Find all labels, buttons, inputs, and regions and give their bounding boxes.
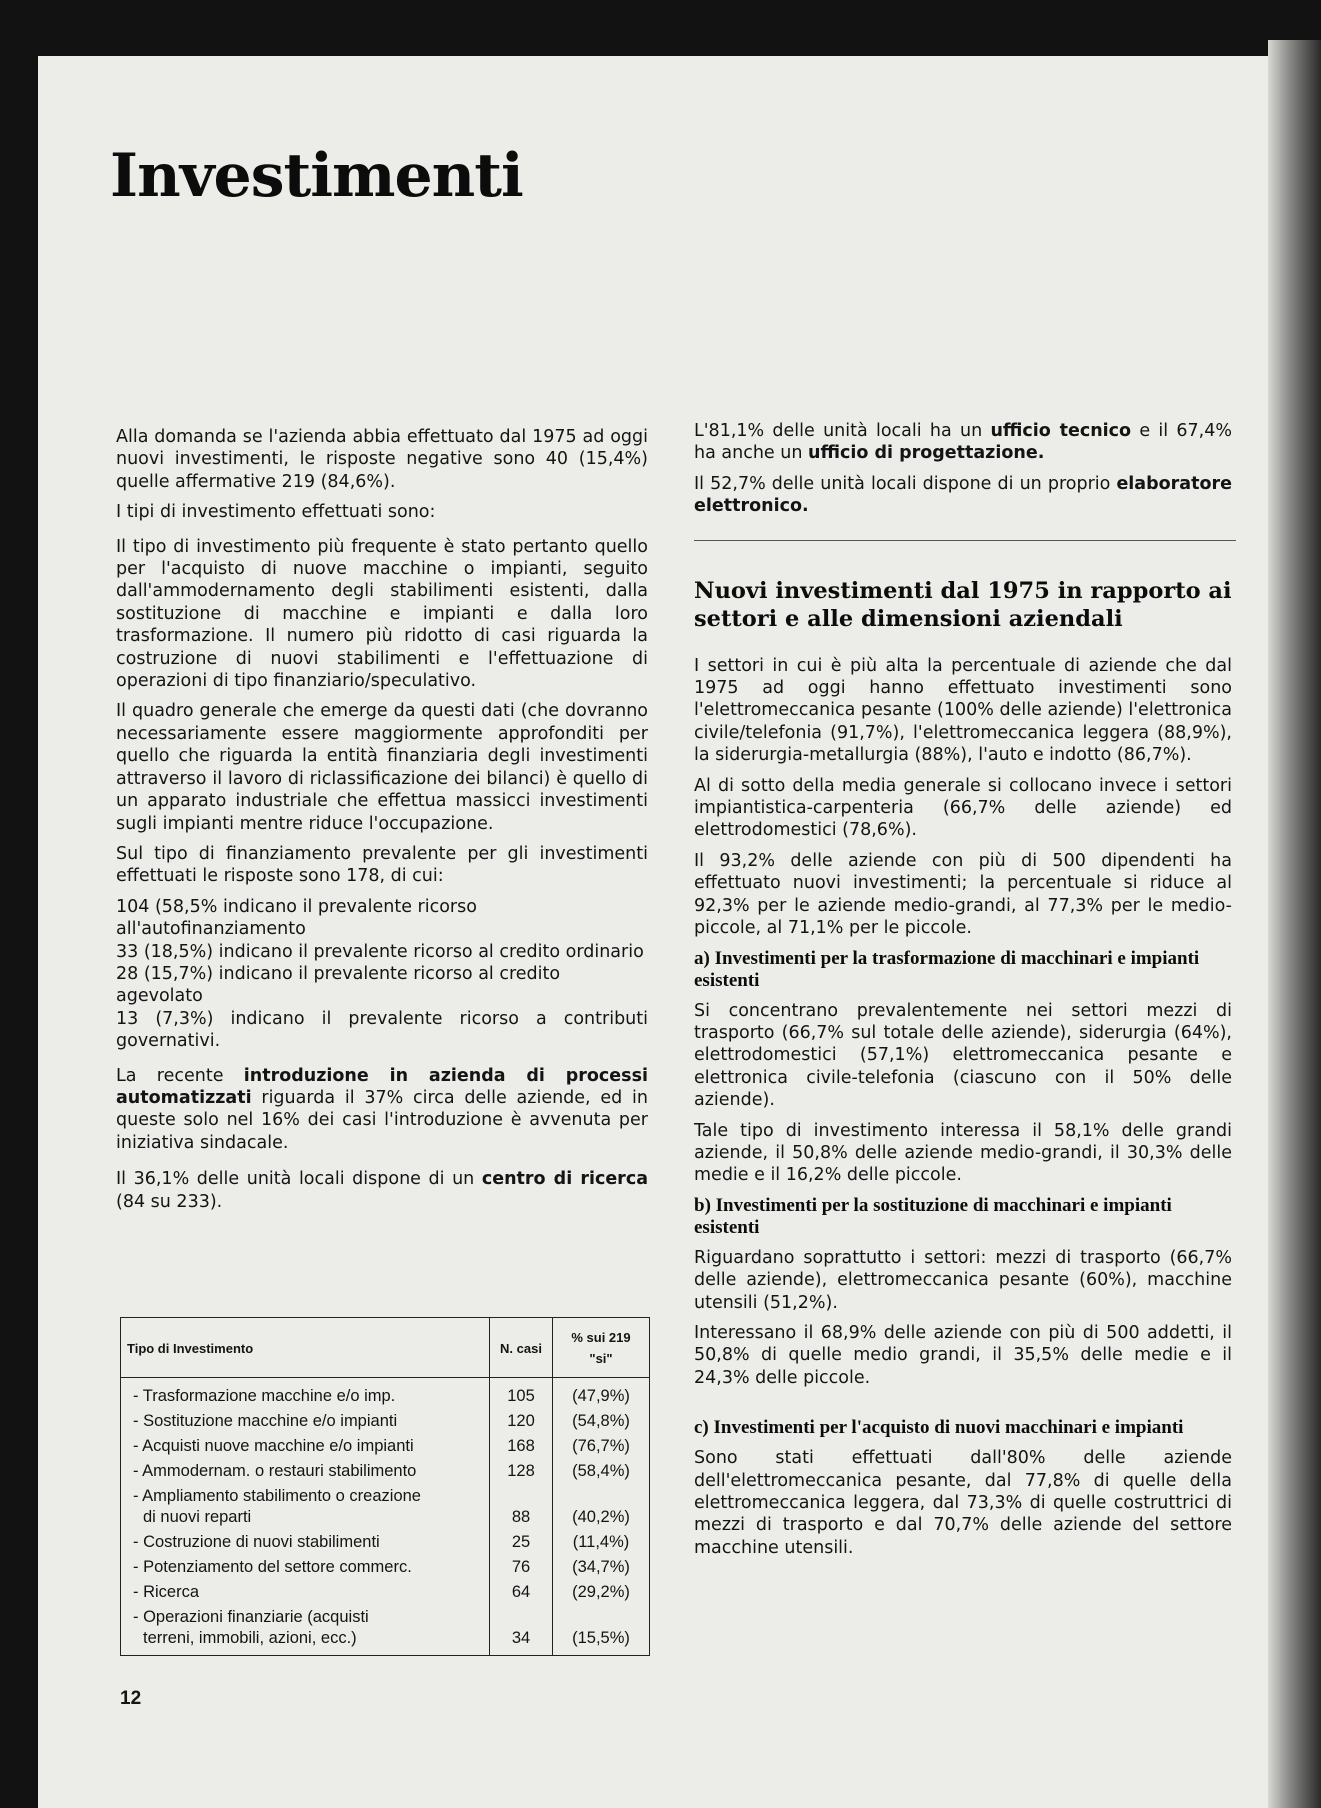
row-label: - Operazioni finanziarie (acquisti terreni, immobili, azioni, ecc.) [121, 1605, 490, 1656]
row-label: - Sostituzione macchine e/o impianti [121, 1409, 490, 1434]
table-row [121, 1530, 650, 1555]
row-cases: 105 [490, 1378, 553, 1410]
row-percent: (15,5%) [553, 1605, 650, 1656]
row-label: - Potenziamento del settore commerc. [121, 1555, 490, 1580]
right-column [694, 420, 1232, 1567]
paragraph-below-average: Al di sotto della media generale si collocano invece i settori impiantistica-carpenteria (66,7% delle aziende) ed elettrodomestici (78,6%). [694, 775, 1232, 841]
row-label: - Ampliamento stabilimento o creazione di nuovi reparti [121, 1484, 490, 1530]
table-row [121, 1484, 650, 1530]
left-column [116, 426, 648, 1221]
row-percent: (29,2%) [553, 1580, 650, 1605]
row-cases: 34 [490, 1605, 553, 1656]
paragraph-a1: Si concentrano prevalentemente nei settori mezzi di trasporto (66,7% sul totale delle aziende), siderurgia (64%), elettrodomestici (57,1%) elettromeccanica pesante e elettronica civile-telefonia (ciascuno con il 50% delle aziende). [694, 1000, 1232, 1111]
row-cases: 120 [490, 1409, 553, 1434]
row-percent: (54,8%) [553, 1409, 650, 1434]
paragraph-c1: Sono stati effettuati dall'80% delle aziende dell'elettromeccanica pesante, dal 77,8% di quelle della elettromeccanica leggera, dal 73,3% di quelle costruttrici di mezzi di trasporto e dal 70,7% delle aziende del settore macchine utensili. [694, 1448, 1232, 1558]
row-percent: (34,7%) [553, 1555, 650, 1580]
paragraph-automation: La recente introduzione in azienda di processi automatizzati riguarda il 37% circa delle aziende, ed in queste solo nel 16% dei casi l'introduzione è avvenuta per iniziativa sindacale. [116, 1065, 648, 1153]
section-divider [694, 540, 1236, 541]
table-row [121, 1378, 650, 1410]
row-label: - Ricerca [121, 1580, 490, 1605]
table-row [121, 1580, 650, 1605]
paragraph-technical-office: L'81,1% delle unità locali ha un ufficio tecnico e il 67,4% ha anche un ufficio di progettazione. [694, 421, 1232, 464]
page-edge-shadow [1268, 40, 1321, 1808]
row-label: - Ammodernam. o restauri stabilimento [121, 1459, 490, 1484]
row-cases: 88 [490, 1484, 553, 1530]
paragraph-general-picture: Il quadro generale che emerge da questi dati (che dovranno necessariamente essere maggiormente approfonditi per quello che riguarda la entità finanziaria degli investimenti attraverso il lavoro di riclassificazione dei bilanci) è quello di un apparato industriale che effettua massicci investimenti sugli impianti mentre riduce l'occupazione. [116, 701, 648, 834]
subsection-a-title: a) Investimenti per la trasformazione di macchinari e impianti esistenti [694, 947, 1200, 991]
column-header-percent: % sui 219 "si" [553, 1318, 650, 1378]
financing-item-self: 104 (58,5% indicano il prevalente ricorso all'autofinanziamento [116, 896, 477, 940]
financing-item-ordinary: 33 (18,5%) indicano il prevalente ricorso al credito ordinario [116, 941, 644, 962]
row-label: - Acquisti nuove macchine e/o impianti [121, 1434, 490, 1459]
row-percent: (76,7%) [553, 1434, 650, 1459]
paragraph-intro: Alla domanda se l'azienda abbia effettuato dal 1975 ad oggi nuovi investimenti, le risposte negative sono 40 (15,4%) quelle affermative 219 (84,6%). [116, 427, 648, 492]
table-row [121, 1459, 650, 1484]
row-label: - Costruzione di nuovi stabilimenti [121, 1530, 490, 1555]
investment-types-table [120, 1317, 650, 1656]
paragraph-financing: Sul tipo di finanziamento prevalente per gli investimenti effettuati le risposte sono 178, di cui: [116, 843, 648, 887]
row-cases: 128 [490, 1459, 553, 1484]
paragraph-size: Il 93,2% delle aziende con più di 500 dipendenti ha effettuato nuovi investimenti; la percentuale si riduce al 92,3% per le aziende medio-grandi, al 77,3% per le medio-piccole, al 71,1% per le piccole. [694, 850, 1232, 939]
paragraph-types-intro: I tipi di investimento effettuati sono: [116, 502, 436, 523]
row-percent: (40,2%) [553, 1484, 650, 1530]
financing-item-subsidised: 28 (15,7%) indicano il prevalente ricorso al credito agevolato [116, 963, 561, 1007]
subsection-c-title: c) Investimenti per l'acquisto di nuovi macchinari e impianti [694, 1417, 1184, 1439]
page-title: Investimenti [110, 141, 523, 211]
table-row [121, 1409, 650, 1434]
row-cases: 168 [490, 1434, 553, 1459]
paragraph-research: Il 36,1% delle unità locali dispone di un centro di ricerca (84 su 233). [116, 1169, 648, 1212]
paragraph-computer: Il 52,7% delle unità locali dispone di un proprio elaboratore elettronico. [694, 473, 1232, 517]
paragraph-sectors: I settori in cui è più alta la percentuale di aziende che dal 1975 ad oggi hanno effettuato investimenti sono l'elettromeccanica pesante (100% delle aziende) l'elettronica civile/telefonia (91,7%), l'elettromeccanica leggera (88,9%), la siderurgia-metallurgia (88%), l'auto e indotto (86,7%). [694, 655, 1232, 766]
column-header-type: Tipo di Investimento [121, 1318, 490, 1378]
table-row [121, 1555, 650, 1580]
paragraph-b1: Riguardano soprattutto i settori: mezzi di trasporto (66,7% delle aziende), elettromeccanica pesante (60%), macchine utensili (51,2%). [694, 1247, 1232, 1313]
page-number: 12 [120, 1688, 142, 1709]
table-row [121, 1434, 650, 1459]
section-title: Nuovi investimenti dal 1975 in rapporto ai settori e alle dimensioni aziendali [694, 577, 1232, 632]
table-row [121, 1605, 650, 1656]
financing-item-government: 13 (7,3%) indicano il prevalente ricorso a contributi governativi. [116, 1008, 648, 1052]
row-percent: (58,4%) [553, 1459, 650, 1484]
row-cases: 25 [490, 1530, 553, 1555]
column-header-cases: N. casi [490, 1318, 553, 1378]
row-percent: (11,4%) [553, 1530, 650, 1555]
paragraph-b2: Interessano il 68,9% delle aziende con più di 500 addetti, il 50,8% di quelle medio grandi, il 35,5% delle medie e il 24,3% delle piccole. [694, 1322, 1232, 1388]
row-label: - Trasformazione macchine e/o imp. [121, 1378, 490, 1410]
row-cases: 64 [490, 1580, 553, 1605]
subsection-b-title: b) Investimenti per la sostituzione di macchinari e impianti esistenti [694, 1194, 1172, 1238]
paragraph-frequency: Il tipo di investimento più frequente è stato pertanto quello per l'acquisto di nuove macchine o impianti, seguito dall'ammodernamento degli stabilimenti esistenti, dalla sostituzione di macchine e impianti e dalla loro trasformazione. Il numero più ridotto di casi riguarda la costruzione di nuovi stabilimenti e l'effettuazione di operazioni di tipo finanziario/speculativo. [116, 536, 648, 692]
row-percent: (47,9%) [553, 1378, 650, 1410]
paragraph-a2: Tale tipo di investimento interessa il 58,1% delle grandi aziende, il 50,8% delle aziende medio-grandi, il 30,3% delle medie e il 16,2% delle piccole. [694, 1120, 1232, 1186]
row-cases: 76 [490, 1555, 553, 1580]
